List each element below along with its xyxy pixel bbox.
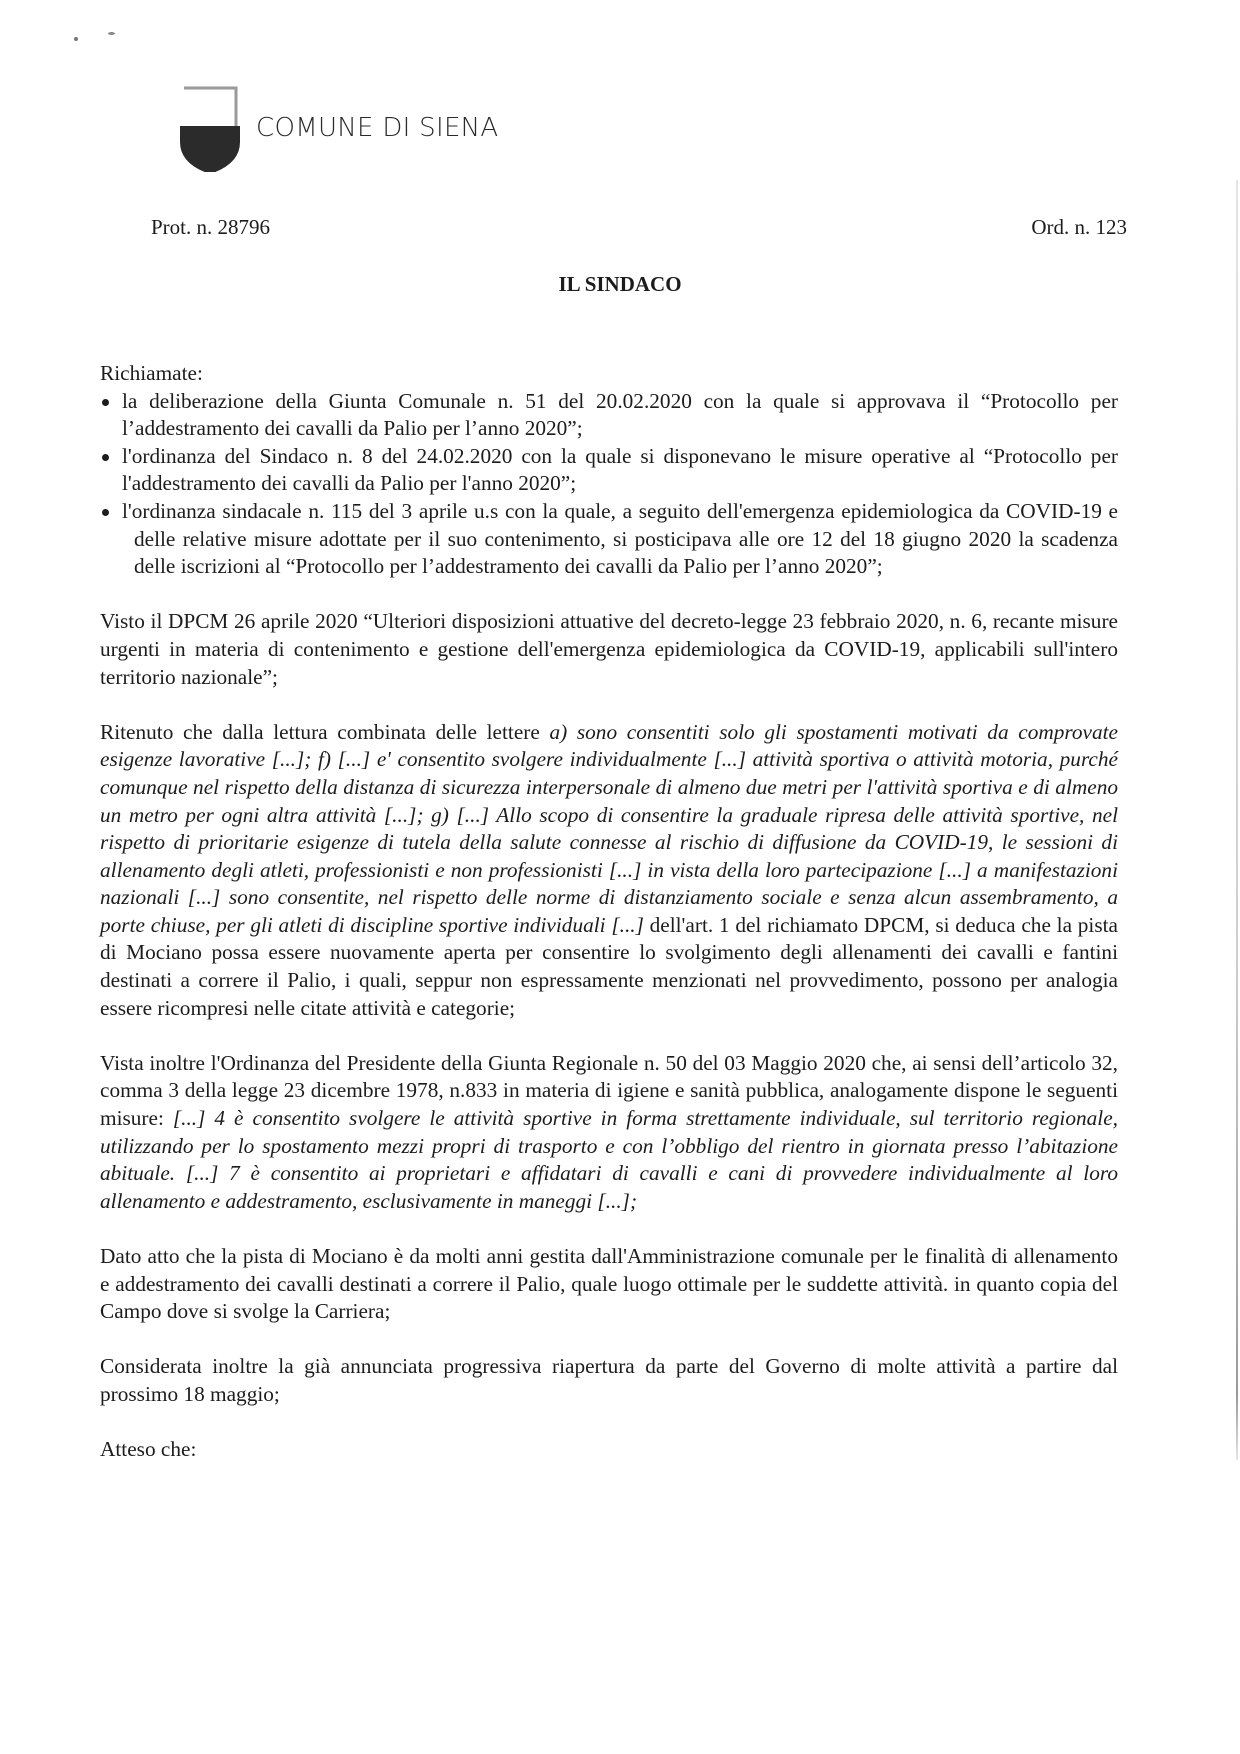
paragraph-vista: Vista inoltre l'Ordinanza del Presidente della Giunta Regionale n. 50 del 03 Maggio 2020 che, ai sensi dell’articolo 32, comma 3 della legge 23 dicembre 1978, n.833 in materia di igiene e sanità pubblica, analogamente dispone le seguenti misure: [...] 4 è consentito svolgere le attività sportive in forma strettamente individuale, sul territorio regionale, utilizzando per lo spostamento mezzi propri di trasporto e con l’obbligo del rientro in giornata presso l’abitazione abituale. [...] 7 è consentito ai proprietari e affidatari di cavalli e cani di provvedere individualmente al loro allenamento e addestramento, esclusivamente in maneggi [...]; — [100, 1050, 1118, 1213]
recital-item: la deliberazione della Giunta Comunale n. 51 del 20.02.2020 con la quale si approvava il “Protocollo per l’addestramento dei cavalli da Palio per l’anno 2020”; — [100, 388, 1118, 443]
paragraph-visto: Visto il DPCM 26 aprile 2020 “Ulteriori disposizioni attuative del decreto-legge 23 febbraio 2020, n. 6, recante misure urgenti in materia di contenimento e gestione dell'emergenza epidemiologica da COVID-19, applicabili sull'intero territorio nazionale”; — [100, 609, 1118, 689]
quoted-dpcm-text: a) sono consentiti solo gli spostamenti motivati da comprovate esigenze lavorative [...]; f) [...] e' consentito svolgere individualmente [...] attività sportiva o attività motoria, purché comunque nel rispetto della distanza di sicurezza interpersonale di almeno due metri per l'attività sportiva e di almeno un metro per ogni altra attività [...]; g) [...] Allo scopo di consentire la graduale ripresa delle attività sportive, nel rispetto di prioritarie esigenze di tutela della salute connesse al rischio di diffusione da COVID-19, le sessioni di allenamento degli atleti, professionisti e non professionisti [...] in vista della loro partecipazione [...] a manifestazioni nazionali [...] sono consentite, nel rispetto delle norme di distanziamento sociale e senza alcun assembramento, a porte chiuse, per gli atleti di discipline sportive individuali [...] — [100, 719, 1118, 937]
scan-speck — [108, 32, 115, 35]
recitals-intro: Richiamate: — [100, 361, 203, 385]
municipality-name: COMUNE DI SIENA — [256, 113, 499, 143]
bullet-icon — [102, 509, 109, 516]
scan-edge — [1236, 180, 1238, 1460]
bullet-icon — [102, 454, 109, 461]
recital-item: l'ordinanza del Sindaco n. 8 del 24.02.2020 con la quale si disponevano le misure operative al “Protocollo per l'addestramento dei cavalli da Palio per l'anno 2020”; — [100, 443, 1118, 498]
document-title: IL SINDACO — [558, 272, 682, 296]
recitals-list — [100, 388, 1118, 581]
paragraph-considerata: Considerata inoltre la già annunciata progressiva riapertura da parte del Governo di molte attività a partire dal prossimo 18 maggio; — [100, 1354, 1118, 1406]
document-body — [100, 360, 1118, 1464]
scan-speck — [74, 37, 78, 41]
paragraph-atteso: Atteso che: — [100, 1437, 197, 1462]
recital-item: l'ordinanza sindacale n. 115 del 3 aprile u.s con la quale, a seguito dell'emergenza epidemiologica da COVID-19 e delle relative misure adottate per il suo contenimento, si posticipava alle ore 12 del 18 giugno 2020 la scadenza delle iscrizioni al “Protocollo per l’addestramento dei cavalli da Palio per l’anno 2020”; — [100, 498, 1118, 581]
paragraph-ritenuto: Ritenuto che dalla lettura combinata delle lettere a) sono consentiti solo gli spostamenti motivati da comprovate esigenze lavorative [...]; f) [...] e' consentito svolgere individualmente [...] attività sportiva o attività motoria, purché comunque nel rispetto della distanza di sicurezza interpersonale di almeno due metri per l'attività sportiva e di almeno un metro per ogni altra attività [...]; g) [...] Allo scopo di consentire la graduale ripresa delle attività sportive, nel rispetto di prioritarie esigenze di tutela della salute connesse al rischio di diffusione da COVID-19, le sessioni di allenamento degli atleti, professionisti e non professionisti [...] in vista della loro partecipazione [...] a manifestazioni nazionali [...] sono consentite, nel rispetto delle norme di distanziamento sociale e senza alcun assembramento, a porte chiuse, per gli atleti di discipline sportive individuali [...] dell'art. 1 del richiamato DPCM, si deduca che la pista di Mociano possa essere nuovamente aperta per consentire lo svolgimento degli allenamenti dei cavalli e fantini destinati a correre il Palio, i quali, seppur non espressamente menzionati nel provvedimento, possono per analogia essere ricompresi nelle citate attività e categorie; — [100, 719, 1118, 1020]
bullet-icon — [102, 399, 109, 406]
ordinance-number: Ord. n. 123 — [1031, 215, 1127, 239]
siena-shield-icon — [180, 82, 240, 172]
protocol-number: Prot. n. 28796 — [151, 215, 271, 239]
paragraph-dato-atto: Dato atto che la pista di Mociano è da molti anni gestita dall'Amministrazione comunale per le finalità di allenamento e addestramento dei cavalli destinati a correre il Palio, quale luogo ottimale per le suddette attività. in quanto copia del Campo dove si svolge la Carriera; — [100, 1244, 1118, 1324]
quoted-regional-ordinance: [...] 4 è consentito svolgere le attività sportive in forma strettamente individuale, sul territorio regionale, utilizzando per lo spostamento mezzi propri di trasporto e con l’obbligo del rientro in giornata presso l’abitazione abituale. [...] 7 è consentito ai proprietari e affidatari di cavalli e cani di provvedere individualmente al loro allenamento e addestramento, esclusivamente in maneggi [...]; — [100, 1106, 1118, 1213]
